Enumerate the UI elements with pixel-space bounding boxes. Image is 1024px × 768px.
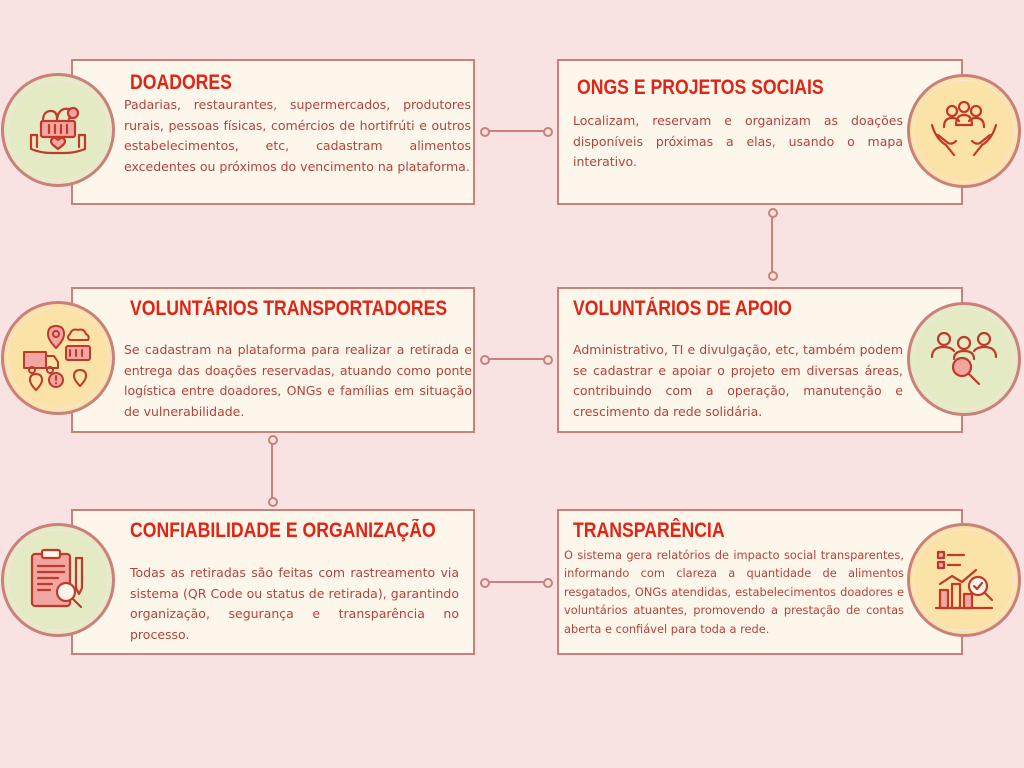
connector-dot [768,208,778,218]
card-text: Administrativo, TI e divulgação, etc, também podem se cadastrar e apoiar o projeto em diversas áreas, contribuindo com a operação, manutenção e crescimento da rede solidária. [573,342,903,419]
team-search-icon [913,308,1015,410]
connector-dot [268,435,278,445]
connector-line [487,358,547,360]
clipboard-search-icon [7,529,109,631]
card-title: VOLUNTÁRIOS TRANSPORTADORES [130,297,448,320]
transparencia-icon-circle [907,523,1021,637]
report-chart-icon [913,529,1015,631]
food-basket-icon [7,79,109,181]
card-title: VOLUNTÁRIOS DE APOIO [573,297,792,320]
connector-dot [480,578,490,588]
connector-dot [268,497,278,507]
connector-line [487,130,547,132]
transportadores-icon-circle [1,301,115,415]
connector-dot [543,127,553,137]
card-text: Localizam, reservam e organizam as doações disponíveis próximas a elas, usando o mapa interativo. [573,113,903,169]
connector-dot [768,271,778,281]
community-hands-icon [913,80,1015,182]
delivery-logistics-icon [7,307,109,409]
connector-line [771,215,773,275]
connector-dot [543,578,553,588]
card-text: O sistema gera relatórios de impacto social transparentes, informando com clareza a quantidade de alimentos resgatados, ONGs atendidas, estabelecimentos doadores e voluntários atuantes, promovendo a prestação de contas aberta e confiável para toda a rede. [564,548,904,636]
card-title: CONFIABILIDADE E ORGANIZAÇÃO [130,519,436,542]
connector-dot [480,127,490,137]
card-ongs [557,59,963,205]
ongs-icon-circle [907,74,1021,188]
card-title: DOADORES [130,71,232,94]
card-title: ONGS E PROJETOS SOCIAIS [577,76,824,99]
connector-dot [543,355,553,365]
card-doadores [71,59,475,205]
card-text: Padarias, restaurantes, supermercados, produtores rurais, pessoas físicas, comércios de hortifrúti e outros estabelecimentos, etc, cadastram alimentos excedentes ou próximos do vencimento na plataforma. [124,97,471,174]
card-confiabilidade [71,509,475,655]
card-transportadores [71,287,475,433]
connector-line [271,440,273,502]
card-text: Todas as retiradas são feitas com rastreamento via sistema (QR Code ou status de retirada), garantindo organização, segurança e transparência no processo. [130,565,459,642]
card-transparencia [557,509,963,655]
connector-line [487,581,547,583]
apoio-icon-circle [907,302,1021,416]
doadores-icon-circle [1,73,115,187]
card-apoio [557,287,963,433]
card-text: Se cadastram na plataforma para realizar a retirada e entrega das doações reservadas, atuando como ponte logística entre doadores, ONGs e famílias em situação de vulnerabilidade. [124,342,472,419]
connector-dot [480,355,490,365]
card-title: TRANSPARÊNCIA [573,519,725,542]
confiabilidade-icon-circle [1,523,115,637]
